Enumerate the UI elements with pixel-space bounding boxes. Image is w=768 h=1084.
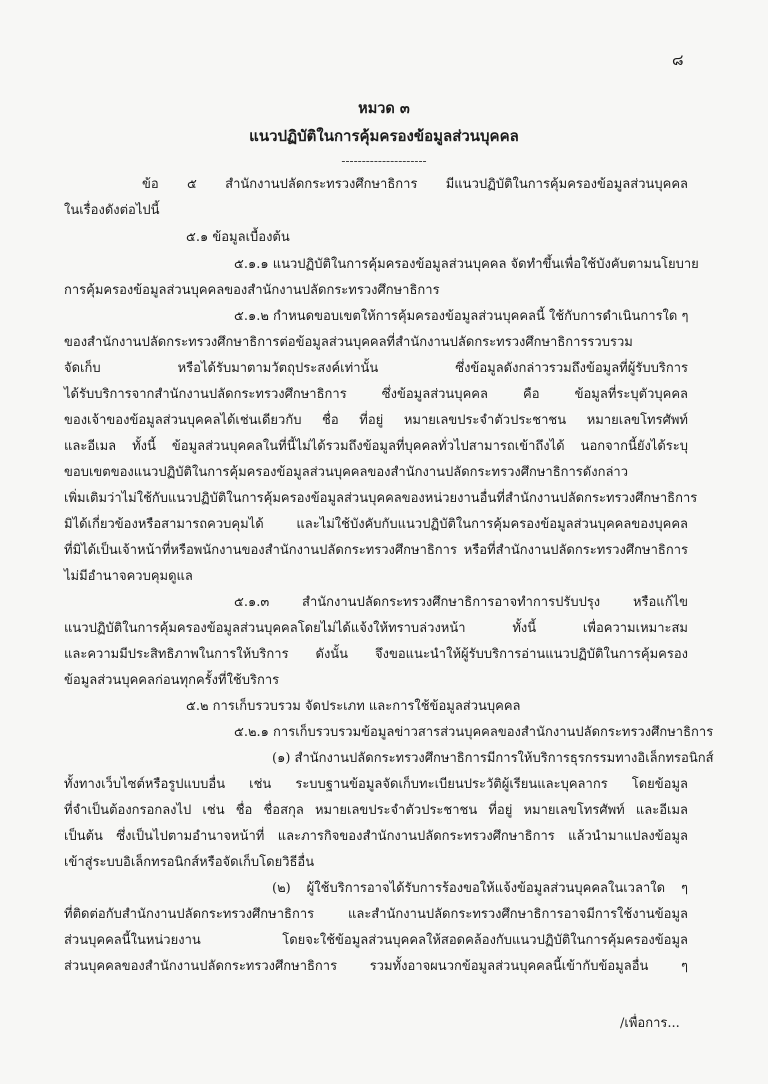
paragraph-line: และความมีประสิทธิภาพในการให้บริการ ดังนั้น จึงขอแนะนำให้ผู้รับบริการอ่านแนวปฏิบัติในการคุ้มครอง xyxy=(64,647,688,662)
paragraph-line: ได้รับบริการจากสำนักงานปลัดกระทรวงศึกษาธิการ ซึ่งข้อมูลส่วนบุคคล คือ ข้อมูลที่ระบุตัวบุคคล xyxy=(64,387,688,402)
paragraph-line: ของเจ้าของข้อมูลส่วนบุคคลได้เช่นเดียวกับ ชื่อ ที่อยู่ หมายเลขประจำตัวประชาชน หมายเลขโทรศัพท์ xyxy=(64,413,688,428)
paragraph-line: ๕.๑.๓ สำนักงานปลัดกระทรวงศึกษาธิการอาจทำการปรับปรุง หรือแก้ไข xyxy=(234,595,688,610)
paragraph-line: ไม่มีอำนาจควบคุมดูแล xyxy=(64,569,193,584)
paragraph-line: ที่มิได้เป็นเจ้าหน้าที่หรือพนักงานของสำนักงานปลัดกระทรวงศึกษาธิการ หรือที่สำนักงานปลัดกระทรวงศึกษาธิการ xyxy=(64,543,688,558)
paragraph-line: ทั้งทางเว็บไซต์หรือรูปแบบอื่น เช่น ระบบฐานข้อมูลจัดเก็บทะเบียนประวัติผู้เรียนและบุคลากร โดยข้อมูล xyxy=(64,777,688,792)
paragraph-line: ส่วนบุคคลของสำนักงานปลัดกระทรวงศึกษาธิการ รวมทั้งอาจผนวกข้อมูลส่วนบุคคลนี้เข้ากับข้อมูลอื่น ๆ xyxy=(64,959,688,974)
paragraph-line: เข้าสู่ระบบอิเล็กทรอนิกส์หรือจัดเก็บโดยวิธีอื่น xyxy=(64,855,315,870)
paragraph-line: ข้อมูลส่วนบุคคลก่อนทุกครั้งที่ใช้บริการ xyxy=(64,673,280,688)
paragraph-line: มิได้เกี่ยวข้องหรือสามารถควบคุมได้ และไม่ใช้บังคับกับแนวปฏิบัติในการคุ้มครองข้อมูลส่วนบุคคลของบุคคล xyxy=(64,517,688,532)
paragraph-line: ในเรื่องดังต่อไปนี้ xyxy=(64,203,160,218)
page-number: ๘ xyxy=(672,51,684,69)
section-heading: ๕.๑ ข้อมูลเบื้องต้น xyxy=(186,230,290,245)
paragraph-line: ที่จำเป็นต้องกรอกลงไป เช่น ชื่อ ชื่อสกุล หมายเลขประจำตัวประชาชน ที่อยู่ หมายเลขโทรศัพท์ และอีเมล xyxy=(64,803,688,818)
paragraph-line: ของสำนักงานปลัดกระทรวงศึกษาธิการต่อข้อมูลส่วนบุคคลที่สำนักงานปลัดกระทรวงศึกษาธิการรวบรวม xyxy=(64,335,633,350)
paragraph-line: (๑) สำนักงานปลัดกระทรวงศึกษาธิการมีการให้บริการธุรกรรมทางอิเล็กทรอนิกส์ xyxy=(272,751,714,766)
divider-line: --------------------- xyxy=(341,154,427,168)
paragraph-line: ๕.๑.๒ กำหนดขอบเขตให้การคุ้มครองข้อมูลส่วนบุคคลนี้ ใช้กับการดำเนินการใด ๆ xyxy=(234,309,689,324)
paragraph-line: ที่ติดต่อกับสำนักงานปลัดกระทรวงศึกษาธิการ และสำนักงานปลัดกระทรวงศึกษาธิการอาจมีการใช้งานข้อมูล xyxy=(64,907,688,922)
paragraph-line: (๒) ผู้ใช้บริการอาจได้รับการร้องขอให้แจ้งข้อมูลส่วนบุคคลในเวลาใด ๆ xyxy=(272,881,688,896)
paragraph-line: ขอบเขตของแนวปฏิบัติในการคุ้มครองข้อมูลส่วนบุคคลของสำนักงานปลัดกระทรวงศึกษาธิการดังกล่าว xyxy=(64,465,629,480)
paragraph-line: การคุ้มครองข้อมูลส่วนบุคคลของสำนักงานปลัดกระทรวงศึกษาธิการ xyxy=(64,283,440,298)
chapter-heading: หมวด ๓ xyxy=(358,100,410,117)
paragraph-line: จัดเก็บ หรือได้รับมาตามวัตถุประสงค์เท่านั้น ซึ่งข้อมูลดังกล่าวรวมถึงข้อมูลที่ผู้รับบริการ xyxy=(64,361,688,376)
paragraph-line: ๕.๒.๑ การเก็บรวบรวมข้อมูลข่าวสารส่วนบุคคลของสำนักงานปลัดกระทรวงศึกษาธิการ xyxy=(234,725,714,740)
paragraph-line: ข้อ ๕ สำนักงานปลัดกระทรวงศึกษาธิการ มีแนวปฏิบัติในการคุ้มครองข้อมูลส่วนบุคคล xyxy=(142,177,688,192)
paragraph-line: เป็นต้น ซึ่งเป็นไปตามอำนาจหน้าที่ และภารกิจของสำนักงานปลัดกระทรวงศึกษาธิการ แล้วนำมาแปลงข้อมูล xyxy=(64,829,688,844)
paragraph-line: ส่วนบุคคลนี้ในหน่วยงาน โดยจะใช้ข้อมูลส่วนบุคคลให้สอดคล้องกับแนวปฏิบัติในการคุ้มครองข้อมูล xyxy=(64,933,688,948)
paragraph-line: เพิ่มเติมว่าไม่ใช้กับแนวปฏิบัติในการคุ้มครองข้อมูลส่วนบุคคลของหน่วยงานอื่นที่สำนักงานปลัดกระทรวงศึกษาธิการ xyxy=(64,491,698,506)
paragraph-line: แนวปฏิบัติในการคุ้มครองข้อมูลส่วนบุคคลโดยไม่ได้แจ้งให้ทราบล่วงหน้า ทั้งนี้ เพื่อความเหมาะสม xyxy=(64,621,688,636)
paragraph-line: ๕.๑.๑ แนวปฏิบัติในการคุ้มครองข้อมูลส่วนบุคคล จัดทำขึ้นเพื่อใช้บังคับตามนโยบาย xyxy=(234,257,699,272)
chapter-title: แนวปฏิบัติในการคุ้มครองข้อมูลส่วนบุคคล xyxy=(249,127,519,145)
paragraph-line: และอีเมล ทั้งนี้ ข้อมูลส่วนบุคคลในที่นี้ไม่ได้รวมถึงข้อมูลที่บุคคลทั่วไปสามารถเข้าถึงได้ นอกจากนี้ยังได้ระบุ xyxy=(64,439,688,454)
section-heading: ๕.๒ การเก็บรวบรวม จัดประเภท และการใช้ข้อมูลส่วนบุคคล xyxy=(186,699,521,714)
continuation-marker: /เพื่อการ... xyxy=(620,1016,680,1031)
